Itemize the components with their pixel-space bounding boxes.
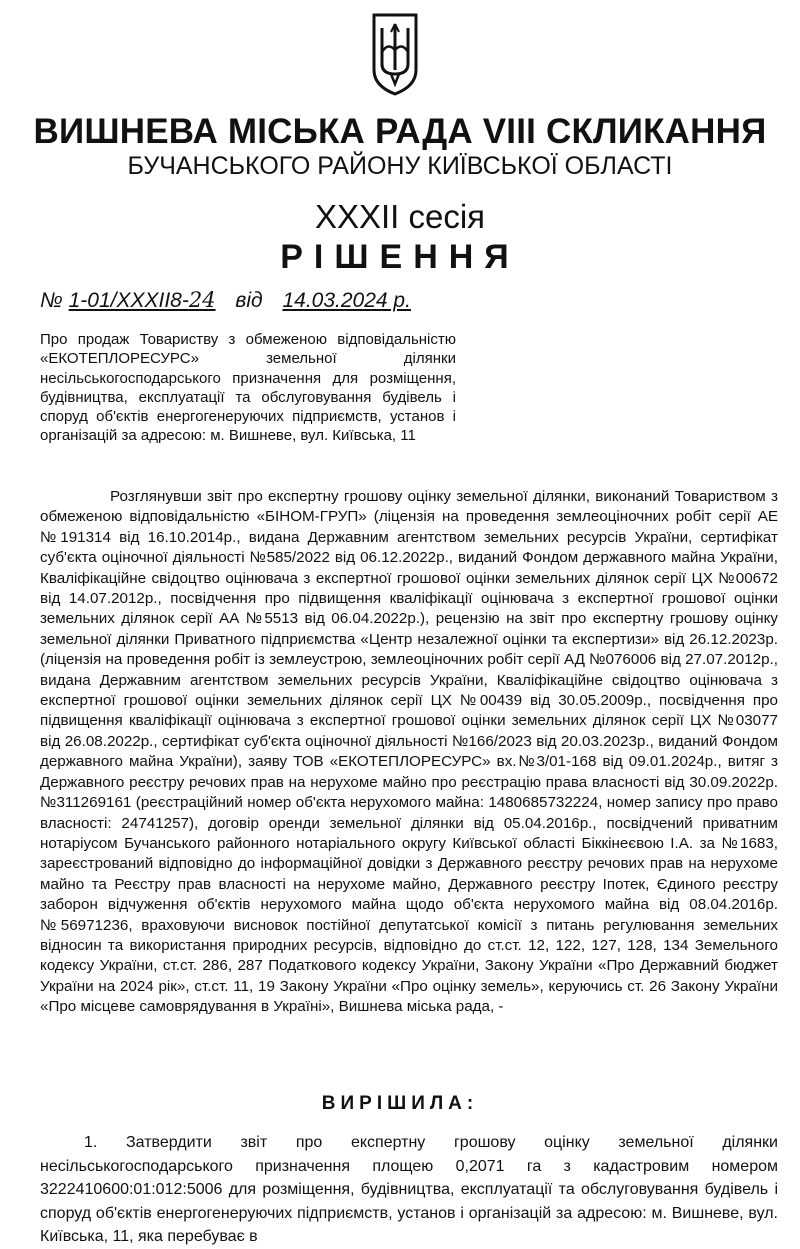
resolution-point-1: 1. Затвердити звіт про експертну грошову оцінку земельної ділянки несільськогосподарського призначення площею 0,2071 га з кадастровим номером 3222410600:01:012:5006 для розміщення, будівництва, експлуатації та обслуговування будівель і споруд об'єктів енергогенеруючих підприємств, установ і організацій за адресою: м. Вишневе, вул. Київська, 11, яка перебуває в — [40, 1134, 778, 1245]
trident-coat-of-arms-icon — [370, 12, 420, 96]
session-title: XXXII сесія — [314, 198, 486, 235]
resolved-heading: ВИРІШИЛА: — [321, 1093, 479, 1114]
decision-heading: РІШЕННЯ — [280, 238, 520, 276]
decision-subject: Про продаж Товариству з обмеженою відповідальністю «ЕКОТЕПЛОРЕСУРС» земельної ділянки несільськогосподарського призначення для розміщення, будівництва, експлуатації та обслуговування будівель і споруд об'єктів енергогенеруючих підприємств, установ і організацій за адресою: м. Вишневе, вул. Київська, 11 — [40, 331, 456, 445]
decision-date: 14.03.2024 р. — [282, 289, 411, 312]
handwritten-number: 24 — [188, 288, 216, 312]
from-label: від — [235, 289, 263, 312]
council-title: ВИШНЕВА МІСЬКА РАДА VIII СКЛИКАННЯ — [33, 112, 767, 151]
decision-number-line — [40, 288, 411, 313]
preamble-paragraph: Розглянувши звіт про експертну грошову оцінку земельної ділянки, виконаний Товариством з обмеженою відповідальністю «БІНОМ-ГРУП» (ліцензія на проведення землеоціночних робіт серії АЕ №191314 від 16.10.2014р., видана Державним агентством земельних ресурсів України, сертифікат суб'єкта оціночної діяльності №585/2022 від 06.12.2022р., виданий Фондом державного майна України, Кваліфікаційне свідоцтво оцінювача з експертної грошової оцінки земельних ділянок серії ЦХ №00672 від 14.07.2012р., посвідчення про підвищення кваліфікації оцінювача з експертної грошової оцінки земельних ділянок серії АА №5513 від 06.04.2022р.), рецензію на звіт про експертну грошову оцінку земельної ділянки Приватного підприємства «Центр незалежної оцінки та експертизи» від 26.12.2023р. (ліцензія на проведення робіт із землеустрою, землеоціночних робіт серії АД №076006 від 27.07.2012р., видана Державним агентством земельних ресурсів України, Кваліфікаційне свідоцтво оцінювача з експертної грошової оцінки земельних ділянок серії ЦХ №00439 від 30.05.2009р., посвідчення про підвищення кваліфікації оцінювача з експертної грошової оцінки земельних ділянок серії ЦХ №03077 від 26.08.2022р., сертифікат суб'єкта оціночної діяльності №166/2023 від 20.03.2023р., виданий Фондом державного майна України), заяву ТОВ «ЕКОТЕПЛОРЕСУРС» вх.№3/01-168 від 09.01.2024р., витяг з Державного реєстру речових прав на нерухоме майно про реєстрацію права власності від 30.09.2022р. №311269161 (реєстраційний номер об'єкта нерухомого майна: 1480685732224, номер запису про право власності: 24741257), договір оренди земельної ділянки від 05.04.2016р., посвідчений приватним нотаріусом Бучанського районного нотаріального округу Київської області Біккінеєвою І.А. за №1683, зареєстрований відповідно до інформаційної довідки з Державного реєстру речових прав на нерухоме майно та Реєстру прав власності на нерухоме майно, Державного реєстру Іпотек, Єдиного реєстру заборон відчуження об'єктів нерухомого майна щодо об'єкта нерухомого майна від 08.04.2016р. №56971236, враховуючи висновок постійної депутатської комісії з питань регулювання земельних відносин та використання природних ресурсів, відповідно до ст.ст. 12, 122, 127, 128, 134 Земельного кодексу України, ст.ст. 286, 287 Податкового кодексу України, Закону України «Про Державний бюджет України на 2024 рік», ст.ст. 11, 19 Закону України «Про оцінку земель», керуючись ст. 26 Закону України «Про місцеве самоврядування в Україні», Вишнева міська рада, - — [40, 488, 778, 1016]
district-subtitle: БУЧАНСЬКОГО РАЙОНУ КИЇВСЬКОЇ ОБЛАСТІ — [127, 152, 673, 180]
decision-number: 1-01/XXXII8-24 — [68, 288, 216, 312]
number-label: № — [40, 289, 63, 312]
